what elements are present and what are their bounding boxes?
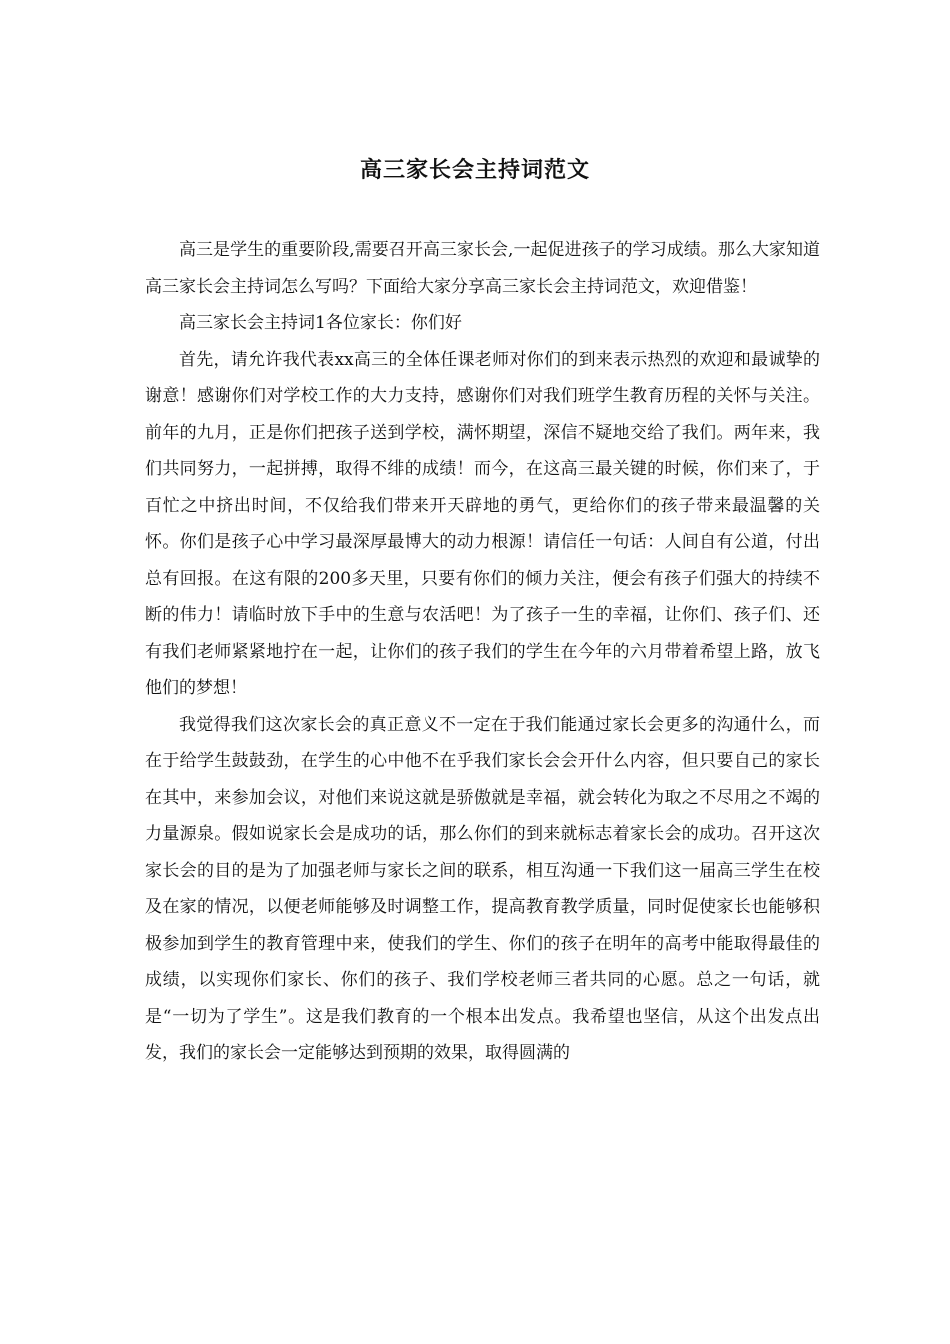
paragraph-greeting: 高三家长会主持词1各位家长：你们好 [179,313,462,333]
paragraph-welcome: 首先，请允许我代表xx高三的全体任课老师对你们的到来表示热烈的欢迎和最诚挚的谢意！感谢你们对学校工作的大力支持，感谢你们对我们班学生教育历程的关怀与关注。前年的九月，正是你们把孩子送到学校，满怀期望，深信不疑地交给了我们。两年来，我们共同努力，一起拼搏，取得不绯的成绩！而今，在这高三最关键的时候，你们来了，于百忙之中挤出时间，不仅给我们带来开天辟地的勇气，更给你们的孩子带来最温馨的关怀。你们是孩子心中学习最深厚最博大的动力根源！请信任一句话：人间自有公道，付出总有回报。在这有限的200多天里，只要有你们的倾力关注，便会有孩子们强大的持续不断的伟力！请临时放下手中的生意与农活吧！为了孩子一生的幸福，让你们、孩子们、还有我们老师紧紧地拧在一起，让你们的孩子我们的学生在今年的六月带着希望上路，放飞他们的梦想！ [145,349,820,698]
document-body [145,232,820,1072]
paragraph-purpose: 我觉得我们这次家长会的真正意义不一定在于我们能通过家长会更多的沟通什么，而在于给学生鼓鼓劲，在学生的心中他不在乎我们家长会会开什么内容，但只要自己的家长在其中，来参加会议，对他们来说这就是骄傲就是幸福，就会转化为取之不尽用之不竭的力量源泉。假如说家长会是成功的话，那么你们的到来就标志着家长会的成功。召开这次家长会的目的是为了加强老师与家长之间的联系，相互沟通一下我们这一届高三学生在校及在家的情况，以便老师能够及时调整工作，提高教育教学质量，同时促使家长也能够积极参加到学生的教育管理中来，使我们的学生、你们的孩子在明年的高考中能取得最佳的成绩，以实现你们家长、你们的孩子、我们学校老师三者共同的心愿。总之一句话，就是“一切为了学生”。这是我们教育的一个根本出发点。我希望也坚信，从这个出发点出发，我们的家长会一定能够达到预期的效果，取得圆满的 [145,714,820,1063]
paragraph-intro: 高三是学生的重要阶段,需要召开高三家长会,一起促进孩子的学习成绩。那么大家知道高三家长会主持词怎么写吗？下面给大家分享高三家长会主持词范文，欢迎借鉴！ [145,240,820,297]
document-title: 高三家长会主持词范文 [359,157,590,183]
